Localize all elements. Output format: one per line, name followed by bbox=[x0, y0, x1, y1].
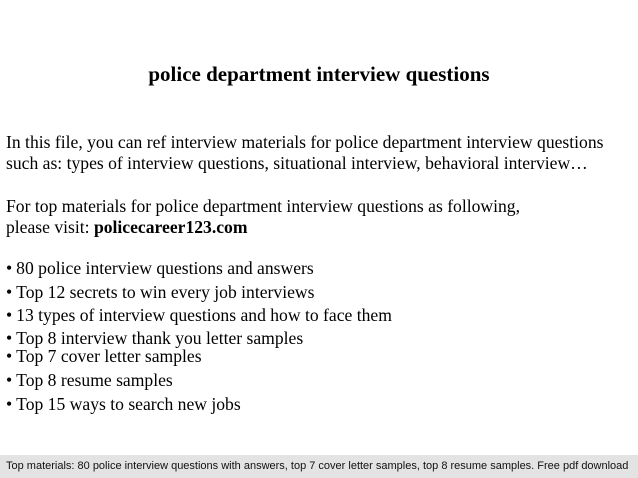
bullet-icon: • bbox=[6, 346, 13, 366]
bullet-icon: • bbox=[6, 370, 13, 390]
list-item bbox=[6, 305, 392, 326]
list-item bbox=[6, 258, 314, 279]
footer-bar: Top materials: 80 police interview questions with answers, top 7 cover letter samples, top 8 resume samples. Free pdf download bbox=[0, 455, 638, 478]
bullet-icon: • bbox=[6, 328, 13, 348]
bullet-icon: • bbox=[6, 394, 13, 414]
bullet-icon: • bbox=[6, 282, 13, 302]
intro-line-2: such as: types of interview questions, situational interview, behavioral interview… bbox=[6, 153, 588, 173]
list-item-text: Top 8 interview thank you letter samples bbox=[16, 328, 304, 348]
list-item-text: 13 types of interview questions and how to face them bbox=[16, 305, 392, 325]
site-link[interactable]: policecareer123.com bbox=[93, 217, 248, 237]
list-item bbox=[6, 282, 314, 303]
list-item-text: Top 7 cover letter samples bbox=[16, 346, 202, 366]
bullet-icon: • bbox=[6, 305, 13, 325]
list-item bbox=[6, 346, 202, 367]
list-item-text: Top 12 secrets to win every job interviews bbox=[16, 282, 315, 302]
list-item bbox=[6, 394, 241, 415]
page-title: police department interview questions bbox=[148, 62, 490, 86]
visit-line-1: For top materials for police department interview questions as following, bbox=[6, 196, 521, 216]
list-item bbox=[6, 370, 173, 391]
visit-line-2 bbox=[6, 217, 634, 238]
list-item-text: 80 police interview questions and answers bbox=[16, 258, 314, 278]
visit-prefix: please visit: bbox=[6, 217, 94, 237]
list-item-text: Top 8 resume samples bbox=[16, 370, 173, 390]
visit-paragraph bbox=[6, 196, 634, 238]
list-item-text: Top 15 ways to search new jobs bbox=[16, 394, 241, 414]
intro-paragraph bbox=[6, 132, 634, 174]
intro-line-1: In this file, you can ref interview materials for police department interview questions bbox=[6, 132, 604, 152]
bullet-icon: • bbox=[6, 258, 13, 278]
